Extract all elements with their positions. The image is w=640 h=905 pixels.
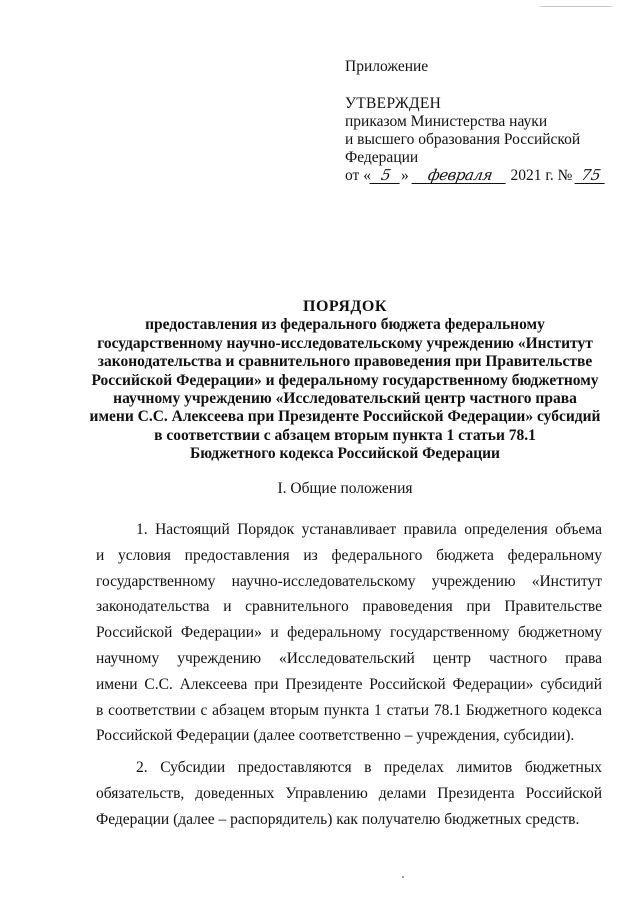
- paragraph-1-line: и условия предоставления из федерального бюджета федеральному: [96, 546, 602, 564]
- appendix-label: Приложение: [345, 58, 429, 75]
- approved-label: УТВЕРЖДЕН: [345, 95, 442, 112]
- title-line: Российской Федерации» и федеральному государственному бюджетному: [91, 371, 599, 389]
- paragraph-1-last-line: Российской Федерации (далее соответственно – учреждения, субсидии).: [96, 727, 575, 745]
- scan-artifact-dot: [402, 876, 404, 878]
- handwritten-day: 5: [369, 167, 402, 184]
- paragraph-1-line: Российской Федерации» и федеральному государственному бюджетному: [96, 624, 602, 642]
- title-line: в соответствии с абзацем вторым пункта 1 статьи 78.1: [154, 426, 536, 444]
- title-line: Бюджетного кодекса Российской Федерации: [189, 445, 500, 463]
- paragraph-1-line: государственному научно-исследовательскому учреждению «Институт: [96, 572, 602, 590]
- paragraph-1-line: научному учреждению «Исследовательский центр частного права: [96, 649, 602, 667]
- title-line: законодательства и сравнительного правоведения при Правительстве: [97, 353, 593, 371]
- date-mid: »: [400, 167, 409, 184]
- document-title: [80, 298, 610, 464]
- paragraph-2-line: 2. Субсидии предоставляются в пределах лимитов бюджетных: [136, 759, 602, 777]
- paragraph-1-line: 1. Настоящий Порядок устанавливает правила определения объема: [136, 521, 602, 538]
- approval-block: [345, 58, 615, 185]
- date-year: 2021 г. №: [510, 167, 573, 184]
- section-heading: I. Общие положения: [277, 480, 413, 497]
- order-line-1: приказом Министерства науки: [345, 113, 548, 130]
- title-line: научному учреждению «Исследовательский центр частного права: [113, 390, 577, 408]
- title-line: предоставления из федерального бюджета федеральному: [145, 316, 545, 334]
- paragraph-1-line: в соответствии с абзацем вторым пункта 1 статьи 78.1 Бюджетного кодекса: [96, 701, 602, 719]
- handwritten-order-number: 75: [575, 167, 608, 184]
- paragraph-1-line: законодательства и сравнительного правоведения при Правительстве: [96, 598, 602, 616]
- scan-artifact-line: [540, 6, 612, 7]
- handwritten-month: февраля: [411, 167, 508, 184]
- title-line: имени С.С. Алексеева при Президенте Российской Федерации» субсидий: [89, 408, 601, 426]
- date-prefix: от «: [345, 167, 371, 184]
- paragraph-2-line: обязательств, доведенных Управлению делами Президента Российской: [96, 784, 602, 802]
- title-heading: ПОРЯДОК: [303, 298, 387, 315]
- body-text: [96, 517, 602, 833]
- paragraph-2-last-line: Федерации (далее – распорядитель) как получателю бюджетных средств.: [96, 810, 580, 828]
- order-line-3: Федерации: [345, 149, 419, 166]
- order-line-2: и высшего образования Российской: [345, 131, 581, 148]
- order-date-line: [345, 167, 615, 185]
- title-line: государственному научно-исследовательскому учреждению «Институт: [97, 334, 593, 352]
- paragraph-1-line: имени С.С. Алексеева при Президенте Российской Федерации» субсидий: [96, 675, 602, 693]
